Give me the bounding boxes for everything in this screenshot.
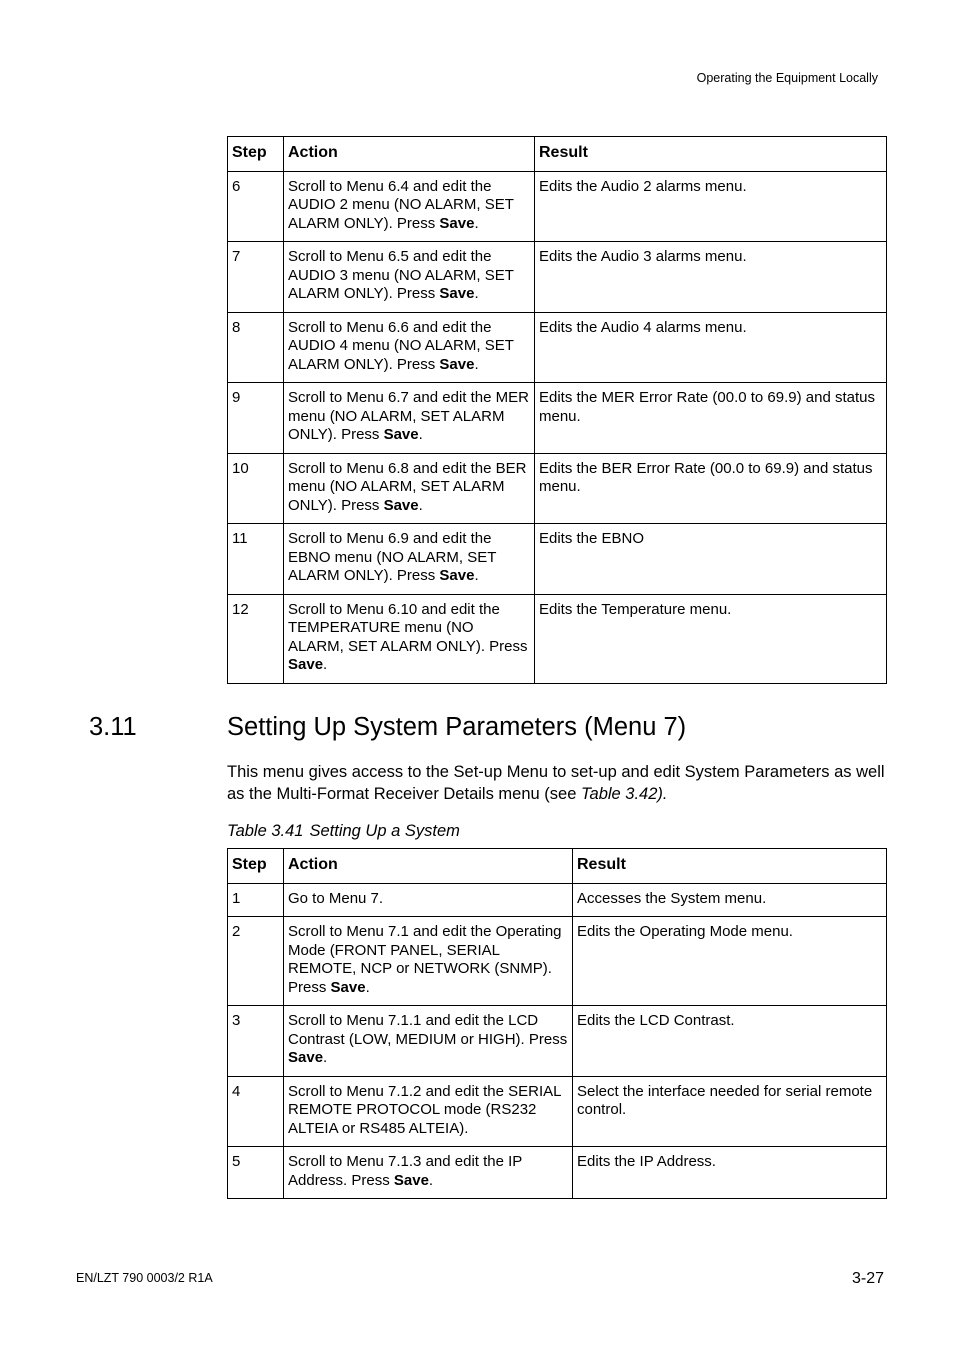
column-header-action: Action <box>284 849 573 884</box>
footer-document-number: EN/LZT 790 0003/2 R1A <box>76 1271 213 1285</box>
table-row <box>228 453 887 524</box>
step-number: 1 <box>228 883 284 917</box>
table-row <box>228 1006 887 1077</box>
step-table-system <box>227 848 887 1199</box>
step-action: Go to Menu 7. <box>284 883 573 917</box>
step-action: Scroll to Menu 7.1.1 and edit the LCD Contrast (LOW, MEDIUM or HIGH). Press Save. <box>284 1006 573 1077</box>
step-number: 2 <box>228 917 284 1006</box>
step-result: Edits the Audio 4 alarms menu. <box>535 312 887 383</box>
table-row <box>228 171 887 242</box>
step-action: Scroll to Menu 6.7 and edit the MER menu (NO ALARM, SET ALARM ONLY). Press Save. <box>284 383 535 454</box>
column-header-action: Action <box>284 137 535 172</box>
section-title: Setting Up System Parameters (Menu 7) <box>227 713 687 741</box>
step-number: 7 <box>228 242 284 313</box>
table-row <box>228 312 887 383</box>
step-number: 3 <box>228 1006 284 1077</box>
step-result: Edits the Operating Mode menu. <box>573 917 887 1006</box>
column-header-step: Step <box>228 137 284 172</box>
table-row <box>228 1147 887 1199</box>
section-number: 3.11 <box>89 713 137 741</box>
step-result: Edits the BER Error Rate (00.0 to 69.9) and status menu. <box>535 453 887 524</box>
table-row <box>228 383 887 454</box>
step-action: Scroll to Menu 6.6 and edit the AUDIO 4 menu (NO ALARM, SET ALARM ONLY). Press Save. <box>284 312 535 383</box>
step-action: Scroll to Menu 7.1.3 and edit the IP Address. Press Save. <box>284 1147 573 1199</box>
table-row <box>228 883 887 917</box>
step-result: Edits the EBNO <box>535 524 887 595</box>
step-action: Scroll to Menu 7.1 and edit the Operating Mode (FRONT PANEL, SERIAL REMOTE, NCP or NETWORK (SNMP). Press Save. <box>284 917 573 1006</box>
step-result: Edits the LCD Contrast. <box>573 1006 887 1077</box>
footer-page-number: 3-27 <box>851 1270 884 1287</box>
step-action: Scroll to Menu 6.4 and edit the AUDIO 2 menu (NO ALARM, SET ALARM ONLY). Press Save. <box>284 171 535 242</box>
table-row <box>228 917 887 1006</box>
column-header-result: Result <box>573 849 887 884</box>
step-result: Edits the Temperature menu. <box>535 594 887 683</box>
step-number: 4 <box>228 1076 284 1147</box>
table-caption <box>227 822 460 841</box>
table-row <box>228 242 887 313</box>
step-number: 10 <box>228 453 284 524</box>
table-header-row <box>228 849 887 884</box>
step-result: Edits the MER Error Rate (00.0 to 69.9) and status menu. <box>535 383 887 454</box>
step-action: Scroll to Menu 6.8 and edit the BER menu (NO ALARM, SET ALARM ONLY). Press Save. <box>284 453 535 524</box>
section-intro: This menu gives access to the Set-up Menu to set-up and edit System Parameters as well as the Multi-Format Receiver Details menu (see Table 3.42). <box>227 763 885 803</box>
step-number: 9 <box>228 383 284 454</box>
column-header-result: Result <box>535 137 887 172</box>
step-action: Scroll to Menu 7.1.2 and edit the SERIAL REMOTE PROTOCOL mode (RS232 ALTEIA or RS485 ALTEIA). <box>284 1076 573 1147</box>
caption-label: Table 3.41 <box>227 822 304 840</box>
running-header: Operating the Equipment Locally <box>696 71 878 85</box>
step-action: Scroll to Menu 6.10 and edit the TEMPERATURE menu (NO ALARM, SET ALARM ONLY). Press Save. <box>284 594 535 683</box>
table-reference: Table 3.42). <box>580 784 668 803</box>
table-row <box>228 524 887 595</box>
step-result: Edits the IP Address. <box>573 1147 887 1199</box>
table-header-row <box>228 137 887 172</box>
step-number: 8 <box>228 312 284 383</box>
table-row <box>228 594 887 683</box>
step-number: 11 <box>228 524 284 595</box>
step-action: Scroll to Menu 6.5 and edit the AUDIO 3 menu (NO ALARM, SET ALARM ONLY). Press Save. <box>284 242 535 313</box>
column-header-step: Step <box>228 849 284 884</box>
step-number: 5 <box>228 1147 284 1199</box>
step-action: Scroll to Menu 6.9 and edit the EBNO menu (NO ALARM, SET ALARM ONLY). Press Save. <box>284 524 535 595</box>
step-number: 12 <box>228 594 284 683</box>
table-row <box>228 1076 887 1147</box>
step-result: Edits the Audio 3 alarms menu. <box>535 242 887 313</box>
section-heading <box>89 713 686 742</box>
caption-title: Setting Up a System <box>309 822 460 840</box>
step-result: Edits the Audio 2 alarms menu. <box>535 171 887 242</box>
step-result: Select the interface needed for serial remote control. <box>573 1076 887 1147</box>
step-number: 6 <box>228 171 284 242</box>
step-result: Accesses the System menu. <box>573 883 887 917</box>
step-table-alarms <box>227 136 887 684</box>
